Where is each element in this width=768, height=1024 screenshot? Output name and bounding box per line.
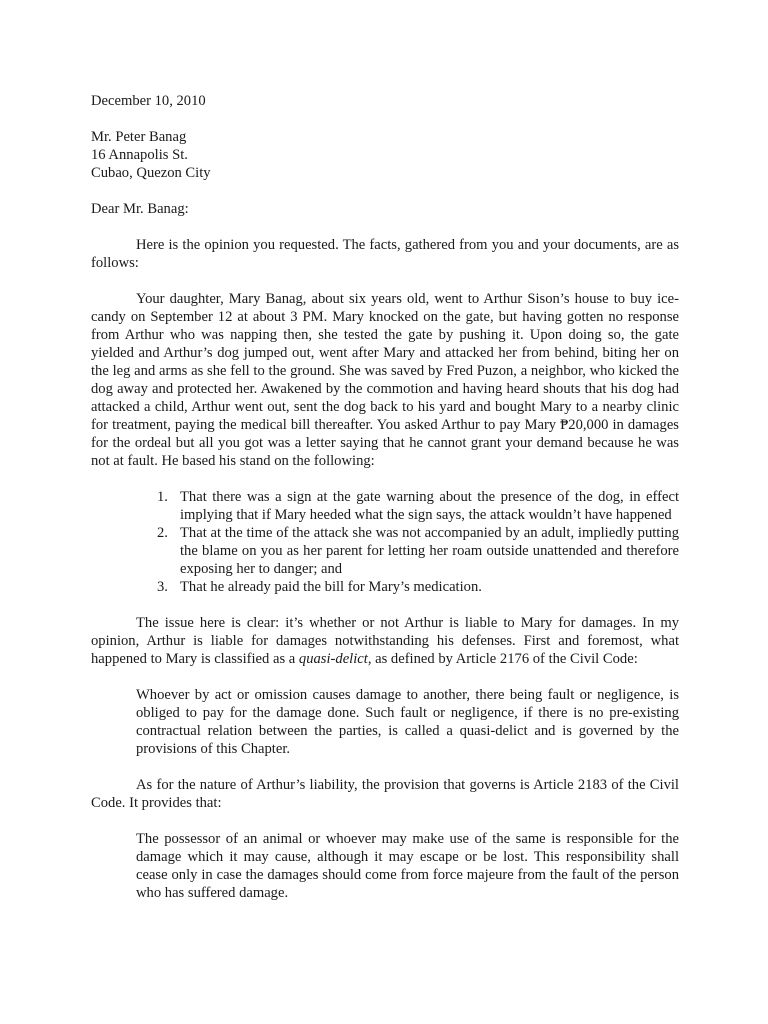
list-number: 2. — [157, 525, 168, 541]
facts-paragraph: Your daughter, Mary Banag, about six years old, went to Arthur Sison’s house to buy ice-candy on September 12 at about 3 PM. Mary knocked on the gate, but having gotten no response from Arthur who was napping then, she tested the gate by pushing it. Upon doing so, the gate yielded and Arthur’s dog jumped out, went after Mary and attacked her from behind, biting her on the leg and arms as she fell to the ground. She was saved by Fred Puzon, a neighbor, who kicked the dog away and protected her. Awakened by the commotion and having heard shouts that his dog had attacked a child, Arthur went out, sent the dog back to his yard and bought Mary to a nearby clinic for treatment, paying the medical bill thereafter. You asked Arthur to pay Mary ₱20,000 in damages for the ordeal but all you got was a letter saying that he cannot grant your demand because he was not at fault. He based his stand on the following: — [91, 291, 679, 469]
recipient-name: Mr. Peter Banag — [91, 129, 187, 145]
issue-text-after: , as defined by Article 2176 of the Civil Code: — [367, 651, 638, 667]
list-text: That at the time of the attack she was not accompanied by an adult, impliedly putting the blame on you as her parent for letting her roam outside unattended and therefore exposing her to danger; and — [180, 525, 679, 577]
intro-paragraph: Here is the opinion you requested. The facts, gathered from you and your documents, are as follows: — [91, 237, 679, 271]
list-item — [91, 524, 679, 578]
recipient-address — [91, 128, 679, 182]
list-number: 3. — [157, 579, 168, 595]
list-number: 1. — [157, 489, 168, 505]
recipient-city: Cubao, Quezon City — [91, 165, 211, 181]
defenses-list — [91, 488, 679, 596]
article-2176-quote: Whoever by act or omission causes damage to another, there being fault or negligence, is obliged to pay for the damage done. Such fault or negligence, if there is no pre-existing contractual relation between the parties, is called a quasi-delict and is governed by the provisions of this Chapter. — [136, 687, 679, 757]
article-2183-quote: The possessor of an animal or whoever may make use of the same is responsible for the damage which it may cause, although it may escape or be lost. This responsibility shall cease only in case the damages should come from force majeure from the fault of the person who has suffered damage. — [136, 831, 679, 901]
letter-page — [91, 92, 679, 920]
nature-paragraph: As for the nature of Arthur’s liability, the provision that governs is Article 2183 of the Civil Code. It provides that: — [91, 777, 679, 811]
quasi-delict-term: quasi-delict — [298, 651, 368, 667]
list-text: That there was a sign at the gate warning about the presence of the dog, in effect implying that if Mary heeded what the sign says, the attack wouldn’t have happened — [180, 489, 679, 523]
list-item — [91, 488, 679, 524]
recipient-street: 16 Annapolis St. — [91, 147, 188, 163]
salutation: Dear Mr. Banag: — [91, 201, 189, 217]
letter-date: December 10, 2010 — [91, 93, 206, 109]
issue-paragraph — [91, 614, 679, 668]
list-text: That he already paid the bill for Mary’s medication. — [180, 579, 482, 595]
list-item — [91, 578, 679, 596]
issue-text-before: The issue here is clear: it’s whether or not Arthur is liable to Mary for damages. In my opinion, Arthur is liable for damages notwithstanding his defenses. First and foremost, what happened to Mary is classified as a — [91, 615, 679, 667]
